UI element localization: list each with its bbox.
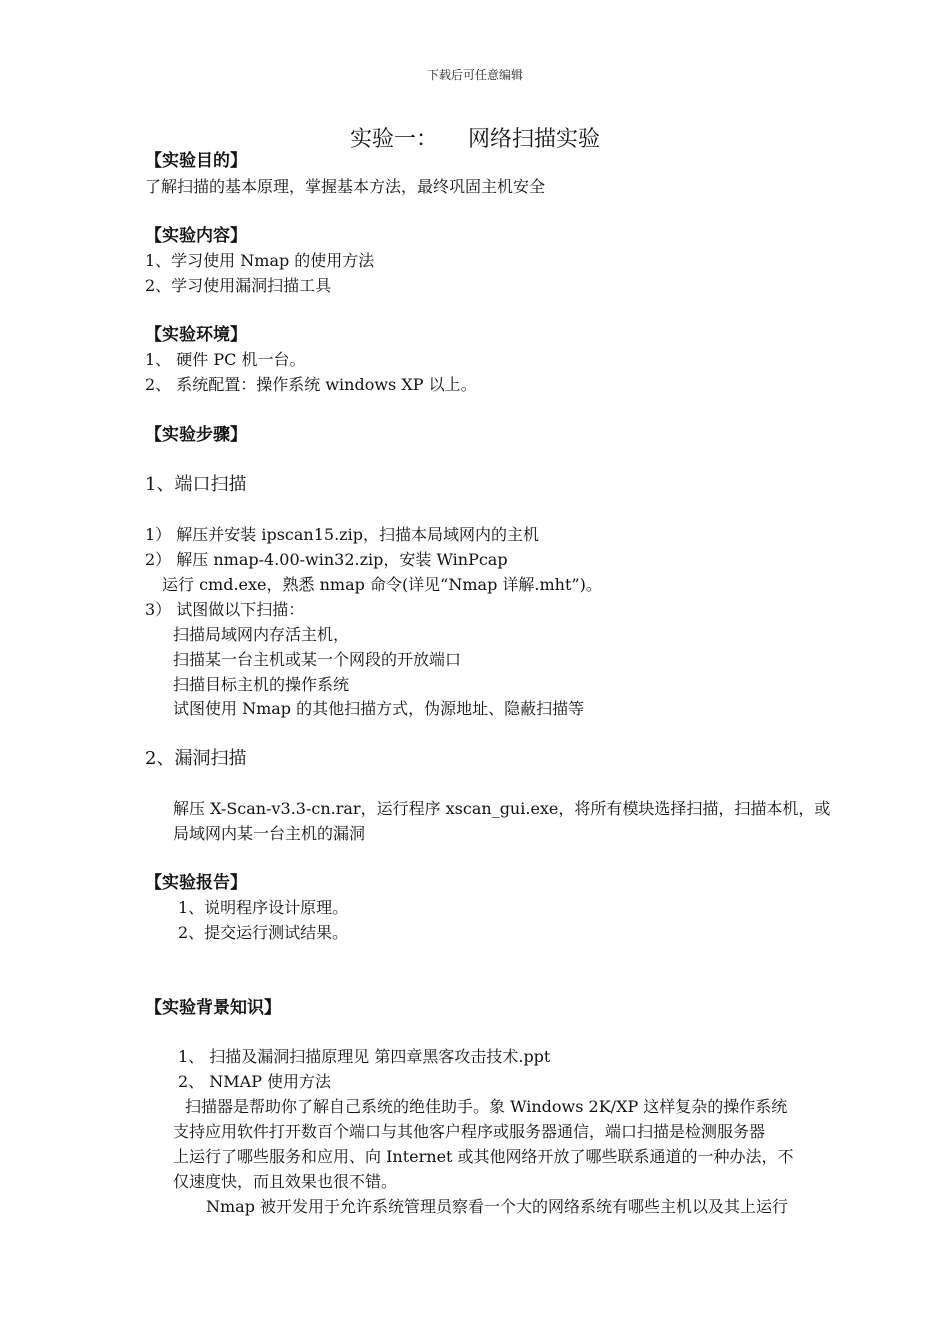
- background-para-line: 扫描器是帮助你了解自己系统的绝佳助手。象 Windows 2K/XP 这样复杂的操作系统: [185, 1097, 788, 1116]
- background-item-1: 1、 扫描及漏洞扫描原理见 第四章黑客攻击技术.ppt: [178, 1047, 551, 1066]
- vuln-scan-title: 2、漏洞扫描: [145, 748, 247, 769]
- report-item-2: 2、提交运行测试结果。: [178, 923, 349, 942]
- heading-env: 【实验环境】: [145, 325, 247, 345]
- content-item-1: 1、学习使用 Nmap 的使用方法: [145, 251, 375, 270]
- heading-purpose: 【实验目的】: [145, 151, 247, 171]
- purpose-text: 了解扫描的基本原理，掌握基本方法，最终巩固主机安全: [145, 177, 546, 196]
- title-left: 实验一：: [349, 127, 438, 152]
- content-item-2: 2、学习使用漏洞扫描工具: [145, 276, 332, 295]
- port-scan-line: 2） 解压 nmap-4.00-win32.zip，安装 WinPcap: [145, 550, 508, 569]
- background-para-line: 上运行了哪些服务和应用、向 Internet 或其他网络开放了哪些联系通道的一种办法，不: [173, 1147, 794, 1166]
- port-scan-line: 3） 试图做以下扫描：: [145, 600, 305, 619]
- heading-background: 【实验背景知识】: [145, 998, 281, 1018]
- background-para-line: 支持应用软件打开数百个端口与其他客户程序或服务器通信，端口扫描是检测服务器: [173, 1122, 766, 1141]
- vuln-scan-line: 局域网内某一台主机的漏洞: [173, 824, 366, 843]
- report-item-1: 1、说明程序设计原理。: [178, 898, 349, 917]
- background-para-line: Nmap 被开发用于允许系统管理员察看一个大的网络系统有哪些主机以及其上运行: [206, 1197, 789, 1216]
- background-para-line: 仅速度快，而且效果也很不错。: [173, 1172, 398, 1191]
- port-scan-line: 扫描局域网内存活主机，: [173, 625, 350, 644]
- heading-report: 【实验报告】: [145, 873, 247, 893]
- port-scan-line: 运行 cmd.exe，熟悉 nmap 命令(详见“Nmap 详解.mht”)。: [162, 575, 602, 594]
- port-scan-line: 试图使用 Nmap 的其他扫描方式，伪源地址、隐蔽扫描等: [173, 699, 585, 718]
- background-item-2: 2、 NMAP 使用方法: [178, 1072, 332, 1091]
- env-item-1: 1、 硬件 PC 机一台。: [145, 350, 306, 369]
- page-title: [0, 122, 950, 153]
- port-scan-line: 扫描目标主机的操作系统: [173, 675, 350, 694]
- page-header: 下载后可任意编辑: [426, 68, 523, 82]
- port-scan-line: 扫描某一台主机或某一个网段的开放端口: [173, 650, 462, 669]
- title-right: 网络扫描实验: [468, 127, 601, 152]
- env-item-2: 2、 系统配置：操作系统 windows XP 以上。: [145, 375, 477, 394]
- heading-steps: 【实验步骤】: [145, 425, 247, 445]
- vuln-scan-line: 解压 X-Scan-v3.3-cn.rar，运行程序 xscan_gui.exe，将所有模块选择扫描，扫描本机，或: [173, 799, 831, 818]
- heading-content: 【实验内容】: [145, 226, 247, 246]
- port-scan-line: 1） 解压并安装 ipscan15.zip，扫描本局域网内的主机: [145, 525, 539, 544]
- port-scan-title: 1、端口扫描: [145, 474, 247, 495]
